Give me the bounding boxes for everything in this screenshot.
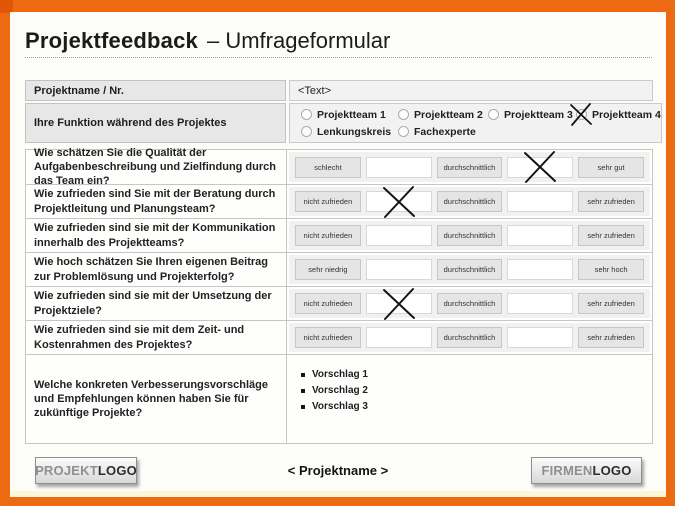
bullet-square-icon bbox=[301, 405, 305, 409]
scale-blank-cell[interactable] bbox=[366, 191, 432, 212]
scale-label-cell[interactable]: nicht zufrieden bbox=[295, 293, 361, 314]
list-item bbox=[301, 385, 652, 396]
function-options bbox=[289, 103, 662, 143]
question-text: Wie zufrieden sind sie mit dem Zeit- und Kostenrahmen des Projektes? bbox=[26, 321, 287, 354]
rating-scale bbox=[287, 287, 652, 320]
radio-projektteam-1[interactable] bbox=[301, 109, 398, 121]
rating-scale bbox=[287, 185, 652, 218]
question-text: Wie zufrieden sind sie mit der Kommunikation innerhalb des Projektteams? bbox=[26, 219, 287, 252]
scale-blank-cell[interactable] bbox=[507, 157, 573, 178]
suggestion-text: Vorschlag 2 bbox=[312, 385, 368, 396]
scale-label-cell[interactable]: sehr hoch bbox=[578, 259, 644, 280]
question-row-3 bbox=[26, 219, 652, 253]
project-name-row bbox=[25, 80, 653, 101]
scale-blank-cell[interactable] bbox=[366, 327, 432, 348]
suggestions-row bbox=[26, 355, 652, 444]
footer-project-name: < Projektname > bbox=[287, 463, 389, 478]
question-text: Wie zufrieden sind sie mit der Umsetzung der Projektziele? bbox=[26, 287, 287, 320]
logo-text-prefix: PROJEKT bbox=[35, 463, 98, 478]
scale-label-cell[interactable]: durchschnittlich bbox=[437, 293, 503, 314]
scale-blank-cell[interactable] bbox=[507, 225, 573, 246]
scale-blank-cell[interactable] bbox=[366, 259, 432, 280]
suggestion-text: Vorschlag 3 bbox=[312, 401, 368, 412]
question-row-1 bbox=[26, 146, 652, 188]
x-mark-icon bbox=[520, 150, 560, 184]
list-item bbox=[301, 369, 652, 380]
radio-projektteam-2[interactable] bbox=[398, 109, 488, 121]
scale-label-cell[interactable]: sehr zufrieden bbox=[578, 191, 644, 212]
scale-blank-cell[interactable] bbox=[366, 293, 432, 314]
radio-label: Projektteam 2 bbox=[414, 108, 483, 121]
scale-blank-cell[interactable] bbox=[507, 259, 573, 280]
radio-projektteam-3[interactable] bbox=[488, 109, 576, 121]
question-row-2 bbox=[26, 185, 652, 219]
radio-projektteam-4[interactable] bbox=[576, 109, 661, 121]
radio-icon bbox=[488, 109, 499, 120]
scale-blank-cell[interactable] bbox=[507, 191, 573, 212]
slide-content bbox=[10, 12, 666, 497]
rating-scale bbox=[287, 253, 652, 286]
question-row-6 bbox=[26, 321, 652, 355]
scale-label-cell[interactable]: sehr gut bbox=[578, 157, 644, 178]
scale-label-cell[interactable]: nicht zufrieden bbox=[295, 225, 361, 246]
rating-scale bbox=[287, 219, 652, 252]
radio-label: Projektteam 4 bbox=[592, 108, 661, 121]
form-header bbox=[25, 80, 661, 143]
scale-label-cell[interactable]: durchschnittlich bbox=[437, 259, 503, 280]
radio-lenkungskreis[interactable] bbox=[301, 126, 398, 138]
bullet-square-icon bbox=[301, 389, 305, 393]
scale-blank-cell[interactable] bbox=[507, 327, 573, 348]
question-row-5 bbox=[26, 287, 652, 321]
scale-label-cell[interactable]: durchschnittlich bbox=[437, 327, 503, 348]
radio-label: Fachexperte bbox=[414, 125, 476, 138]
radio-icon bbox=[576, 109, 587, 120]
logo-text-suffix: LOGO bbox=[97, 463, 137, 478]
question-text: Wie schätzen Sie die Qualität der Aufgabenbeschreibung und Zielfindung durch das Team ein? bbox=[26, 150, 287, 184]
page-title-regular: – Umfrageformular bbox=[206, 28, 391, 53]
function-row bbox=[25, 103, 661, 143]
project-name-value: <Text> bbox=[298, 84, 332, 97]
title-separator bbox=[25, 57, 652, 58]
scale-blank-cell[interactable] bbox=[366, 225, 432, 246]
function-label: Ihre Funktion während des Projektes bbox=[25, 103, 286, 143]
scale-label-cell[interactable]: durchschnittlich bbox=[437, 191, 503, 212]
radio-label: Lenkungskreis bbox=[317, 125, 392, 138]
scale-label-cell[interactable]: durchschnittlich bbox=[437, 157, 503, 178]
radio-label: Projektteam 1 bbox=[317, 108, 386, 121]
scale-label-cell[interactable]: schlecht bbox=[295, 157, 361, 178]
scale-blank-cell[interactable] bbox=[507, 293, 573, 314]
bullet-square-icon bbox=[301, 373, 305, 377]
project-name-label: Projektname / Nr. bbox=[25, 80, 286, 101]
scale-label-cell[interactable]: nicht zufrieden bbox=[295, 191, 361, 212]
radio-icon bbox=[301, 109, 312, 120]
logo-text-prefix: FIRMEN bbox=[541, 463, 593, 478]
rating-scale bbox=[287, 150, 652, 184]
questions-table bbox=[25, 146, 653, 444]
radio-icon bbox=[398, 109, 409, 120]
radio-fachexperte[interactable] bbox=[398, 126, 488, 138]
scale-label-cell[interactable]: sehr zufrieden bbox=[578, 225, 644, 246]
question-row-4 bbox=[26, 253, 652, 287]
suggestion-text: Vorschlag 1 bbox=[312, 369, 368, 380]
project-name-field[interactable] bbox=[289, 80, 653, 101]
company-logo-placeholder[interactable] bbox=[531, 457, 642, 484]
page-title bbox=[25, 28, 390, 54]
page-title-bold: Projektfeedback bbox=[25, 28, 198, 53]
list-item bbox=[301, 401, 652, 412]
scale-blank-cell[interactable] bbox=[366, 157, 432, 178]
question-text: Welche konkreten Verbesserungsvorschläge und Empfehlungen können haben Sie für zukünftige Projekte? bbox=[26, 355, 287, 443]
scale-label-cell[interactable]: sehr niedrig bbox=[295, 259, 361, 280]
x-mark-icon bbox=[379, 287, 419, 321]
scale-label-cell[interactable]: nicht zufrieden bbox=[295, 327, 361, 348]
radio-icon bbox=[398, 126, 409, 137]
question-text: Wie hoch schätzen Sie Ihren eigenen Beitrag zur Problemlösung und Projekterfolg? bbox=[26, 253, 287, 286]
radio-icon bbox=[301, 126, 312, 137]
scale-label-cell[interactable]: sehr zufrieden bbox=[578, 327, 644, 348]
bottom-accent-strip bbox=[10, 491, 666, 497]
x-mark-icon bbox=[379, 185, 419, 219]
logo-text-suffix: LOGO bbox=[592, 463, 632, 478]
rating-scale bbox=[287, 321, 652, 354]
scale-label-cell[interactable]: durchschnittlich bbox=[437, 225, 503, 246]
scale-label-cell[interactable]: sehr zufrieden bbox=[578, 293, 644, 314]
radio-label: Projektteam 3 bbox=[504, 108, 573, 121]
question-text: Wie zufrieden sind Sie mit der Beratung durch Projektleitung und Planungsteam? bbox=[26, 185, 287, 218]
suggestions-list[interactable] bbox=[287, 355, 652, 443]
